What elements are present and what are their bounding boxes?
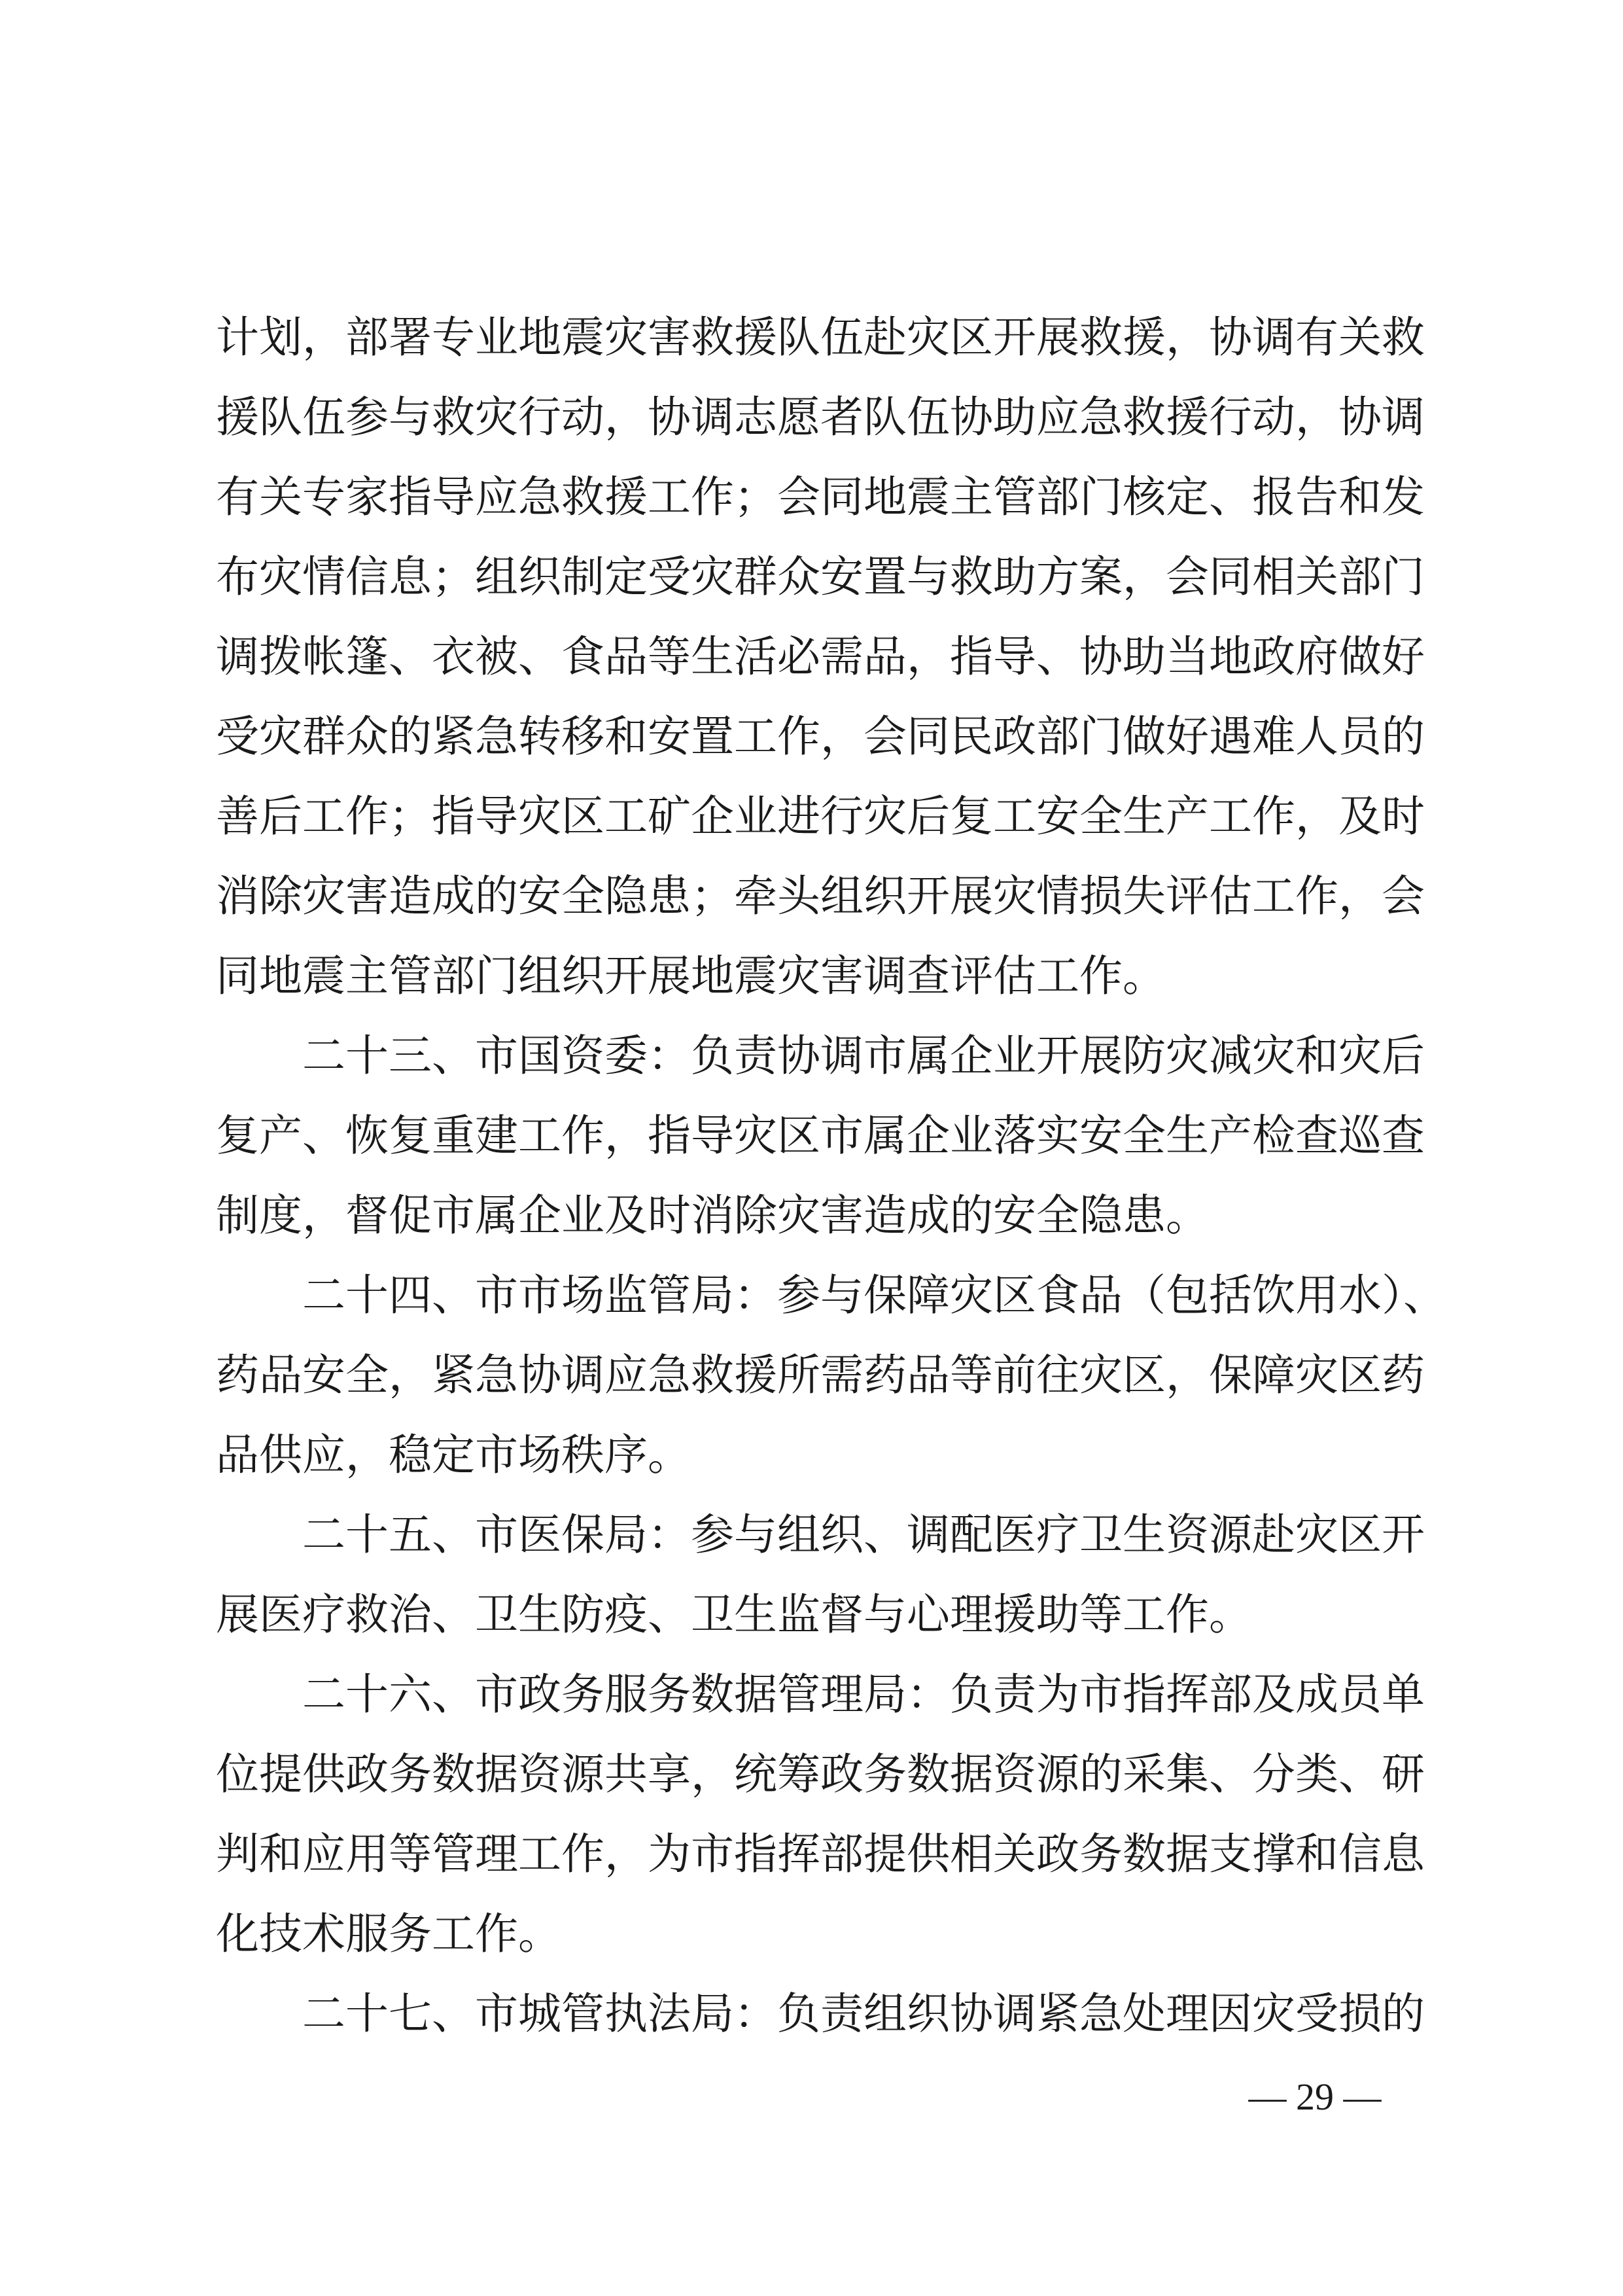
- text-line: 有关专家指导应急救援工作；会同地震主管部门核定、报告和发: [216, 472, 1425, 522]
- text-line: 援队伍参与救灾行动，协调志愿者队伍协助应急救援行动，协调: [216, 392, 1425, 442]
- text-line: 计划，部署专业地震灾害救援队伍赴灾区开展救援，协调有关救: [216, 312, 1425, 362]
- paragraph-start-line: 二十三、市国资委：负责协调市属企业开展防灾减灾和灾后: [302, 1031, 1425, 1081]
- text-line: 受灾群众的紧急转移和安置工作，会同民政部门做好遇难人员的: [216, 711, 1425, 762]
- text-line: 药品安全，紧急协调应急救援所需药品等前往灾区，保障灾区药: [216, 1350, 1425, 1400]
- text-line: 同地震主管部门组织开展地震灾害调查评估工作。: [216, 951, 1166, 1001]
- text-line: 善后工作；指导灾区工矿企业进行灾后复工安全生产工作，及时: [216, 791, 1425, 841]
- body-text: [216, 298, 1446, 2054]
- text-line: 制度，督促市属企业及时消除灾害造成的安全隐患。: [216, 1190, 1209, 1241]
- text-line: 复产、恢复重建工作，指导灾区市属企业落实安全生产检查巡查: [216, 1110, 1425, 1161]
- paragraph-start-line: 二十四、市市场监管局：参与保障灾区食品（包括饮用水）、: [302, 1270, 1446, 1320]
- text-line: 判和应用等管理工作，为市指挥部提供相关政务数据支撑和信息: [216, 1829, 1425, 1879]
- text-line: 化技术服务工作。: [216, 1909, 561, 1959]
- text-line: 展医疗救治、卫生防疫、卫生监督与心理援助等工作。: [216, 1589, 1252, 1640]
- page-number: — 29 —: [1248, 2075, 1382, 2118]
- paragraph-start-line: 二十六、市政务服务数据管理局：负责为市指挥部及成员单: [302, 1669, 1425, 1720]
- text-line: 品供应，稳定市场秩序。: [216, 1430, 691, 1480]
- text-line: 布灾情信息；组织制定受灾群众安置与救助方案，会同相关部门: [216, 552, 1425, 602]
- paragraph-start-line: 二十七、市城管执法局：负责组织协调紧急处理因灾受损的: [302, 1988, 1425, 2039]
- text-line: 消除灾害造成的安全隐患；牵头组织开展灾情损失评估工作，会: [216, 871, 1425, 921]
- paragraph-start-line: 二十五、市医保局：参与组织、调配医疗卫生资源赴灾区开: [302, 1510, 1425, 1560]
- text-line: 调拨帐篷、衣被、食品等生活必需品，指导、协助当地政府做好: [216, 631, 1425, 682]
- text-line: 位提供政务数据资源共享，统筹政务数据资源的采集、分类、研: [216, 1749, 1425, 1799]
